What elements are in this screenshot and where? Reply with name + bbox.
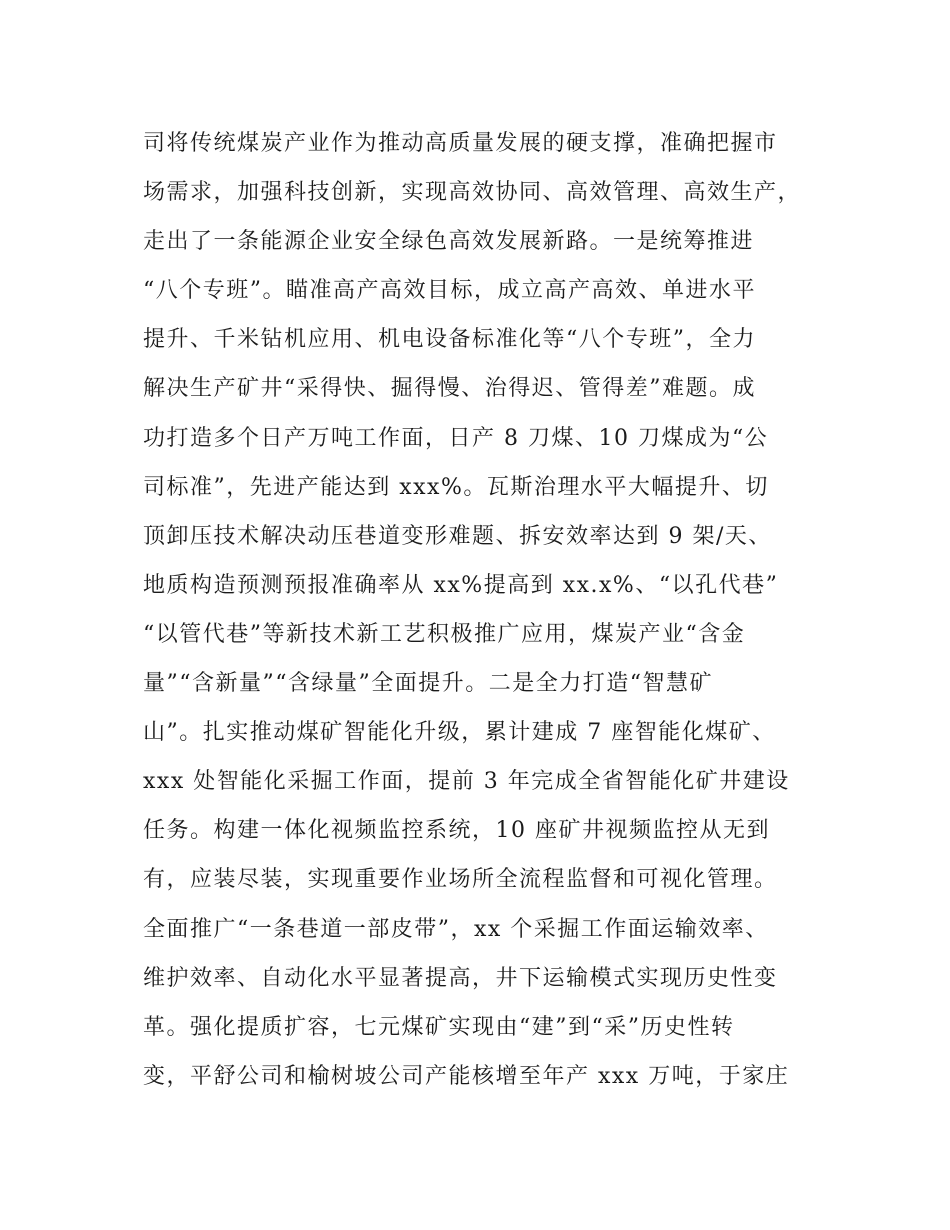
text-line-8: 司标准”，先进产能达到 xxx%。瓦斯治理水平大幅提升、切 — [143, 474, 769, 500]
text-line-15: 任务。构建一体化视频监控系统，10 座矿井视频监控从无到 — [143, 818, 770, 844]
text-line-16: 有，应装尽装，实现重要作业场所全流程监督和可视化管理。 — [143, 867, 778, 893]
text-line-19: 革。强化提质扩容，七元煤矿实现由“建”到“采”历史性转 — [143, 1014, 735, 1040]
text-line-13: 山”。扎实推动煤矿智能化升级，累计建成 7 座智能化煤矿、 — [143, 720, 776, 746]
text-line-10: 地质构造预测预报准确率从 xx%提高到 xx.x%、“以孔代巷” — [143, 572, 779, 598]
text-line-9: 顶卸压技术解决动压巷道变形难题、拆安效率达到 9 架/天、 — [143, 523, 772, 549]
text-line-3: 走出了一条能源企业安全绿色高效发展新路。一是统筹推进 — [143, 229, 755, 255]
text-line-7: 功打造多个日产万吨工作面，日产 8 刀煤、10 刀煤成为“公 — [143, 425, 769, 451]
text-line-6: 解决生产矿井“采得快、掘得慢、治得迟、管得差”难题。成 — [143, 376, 756, 402]
text-line-11: “以管代巷”等新技术新工艺积极推广应用，煤炭产业“含金 — [143, 621, 746, 647]
text-line-2: 场需求，加强科技创新，实现高效协同、高效管理、高效生产， — [143, 180, 802, 206]
body-paragraph — [143, 124, 843, 1106]
text-line-1: 司将传统煤炭产业作为推动高质量发展的硬支撑，准确把握市 — [143, 131, 778, 156]
text-line-18: 维护效率、自动化水平显著提高，井下运输模式实现历史性变 — [143, 965, 778, 991]
text-line-5: 提升、千米钻机应用、机电设备标准化等“八个专班”，全力 — [143, 327, 756, 353]
text-line-12: 量”“含新量”“含绿量”全面提升。二是全力打造“智慧矿 — [143, 671, 713, 697]
text-line-17: 全面推广“一条巷道一部皮带”，xx 个采掘工作面运输效率、 — [143, 916, 769, 942]
text-line-4: “八个专班”。瞄准高产高效目标，成立高产高效、单进水平 — [143, 278, 756, 304]
text-line-20: 变，平舒公司和榆树坡公司产能核增至年产 xxx 万吨，于家庄 — [143, 1063, 790, 1089]
text-line-14: xxx 处智能化采掘工作面，提前 3 年完成全省智能化矿井建设 — [143, 769, 790, 795]
